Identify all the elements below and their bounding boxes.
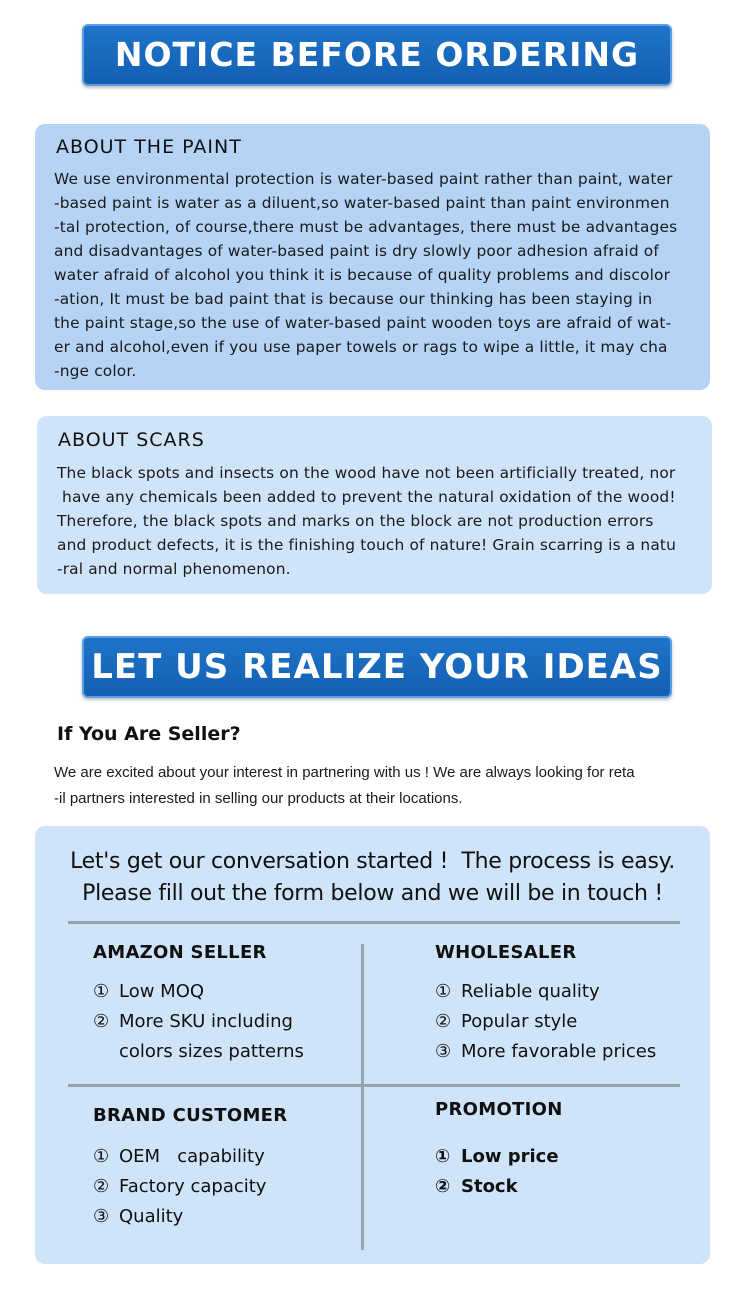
divider-vertical [361, 944, 364, 1250]
divider-top [68, 921, 680, 924]
paragraph-line: -ation, It must be bad paint that is because our thinking has been staying in [54, 290, 653, 308]
paragraph-line: The black spots and insects on the wood have not been artificially treated, nor [57, 464, 676, 482]
wholesaler-title: WHOLESALER [435, 942, 577, 963]
paragraph-line: er and alcohol,even if you use paper towels or rags to wipe a little, it may cha [54, 338, 668, 356]
paragraph-line: -based paint is water as a diluent,so water-based paint than paint environmen [54, 194, 670, 212]
promotion-section [435, 1099, 563, 1202]
paragraph-line: We use environmental protection is water-based paint rather than paint, water [54, 170, 673, 188]
list-item: ① Low MOQ [93, 981, 205, 1002]
list-item: ② Popular style [435, 1011, 578, 1032]
form-intro-line: Let's get our conversation started ! The process is easy. [70, 849, 675, 874]
paragraph-line: have any chemicals been added to prevent the natural oxidation of the wood! [57, 488, 676, 506]
brand-customer-section [93, 1105, 287, 1232]
partner-form-card [35, 826, 710, 1264]
paragraph-line: We are excited about your interest in partnering with us ! We are always looking for reta [54, 764, 635, 781]
list-item: ① Reliable quality [435, 981, 600, 1002]
amazon-seller-title: AMAZON SELLER [93, 942, 267, 963]
paragraph-line: the paint stage,so the use of water-based paint wooden toys are afraid of wat- [54, 314, 672, 332]
wholesaler-section [435, 942, 656, 1067]
list-item: ③ Quality [93, 1206, 184, 1227]
ideas-banner: LET US REALIZE YOUR IDEAS [82, 636, 672, 698]
paragraph-line: and disadvantages of water-based paint is dry slowly poor adhesion afraid of [54, 242, 659, 260]
list-item: ② Stock [435, 1176, 518, 1197]
about-scars-text [57, 461, 676, 581]
list-item: ② Factory capacity [93, 1176, 267, 1197]
divider-middle [68, 1084, 680, 1087]
brand-customer-title: BRAND CUSTOMER [93, 1105, 288, 1126]
paragraph-line: -nge color. [54, 362, 137, 380]
about-scars-card [37, 416, 712, 594]
form-intro-line: Please fill out the form below and we will be in touch ! [82, 881, 663, 906]
paragraph-line: and product defects, it is the finishing touch of nature! Grain scarring is a natu [57, 536, 677, 554]
promotion-title: PROMOTION [435, 1099, 563, 1120]
amazon-seller-section [93, 942, 304, 1067]
seller-question: If You Are Seller? [57, 723, 241, 745]
form-intro [35, 846, 710, 910]
list-item: colors sizes patterns [119, 1041, 304, 1062]
list-item: ② More SKU including [93, 1011, 293, 1032]
paragraph-line: -il partners interested in selling our products at their locations. [54, 790, 463, 807]
paragraph-line: -tal protection, of course,there must be advantages, there must be advantages [54, 218, 678, 236]
about-paint-title: ABOUT THE PAINT [56, 136, 242, 158]
paragraph-line: -ral and normal phenomenon. [57, 560, 291, 578]
list-item: ③ More favorable prices [435, 1041, 657, 1062]
notice-banner: NOTICE BEFORE ORDERING [82, 24, 672, 86]
about-scars-title: ABOUT SCARS [58, 429, 205, 451]
paragraph-line: Therefore, the black spots and marks on the block are not production errors [57, 512, 654, 530]
list-item: ① Low price [435, 1146, 559, 1167]
list-item: ① OEM capability [93, 1146, 265, 1167]
about-paint-text [54, 167, 677, 383]
seller-text [54, 760, 635, 812]
paragraph-line: water afraid of alcohol you think it is because of quality problems and discolor [54, 266, 671, 284]
about-paint-card [35, 124, 710, 390]
